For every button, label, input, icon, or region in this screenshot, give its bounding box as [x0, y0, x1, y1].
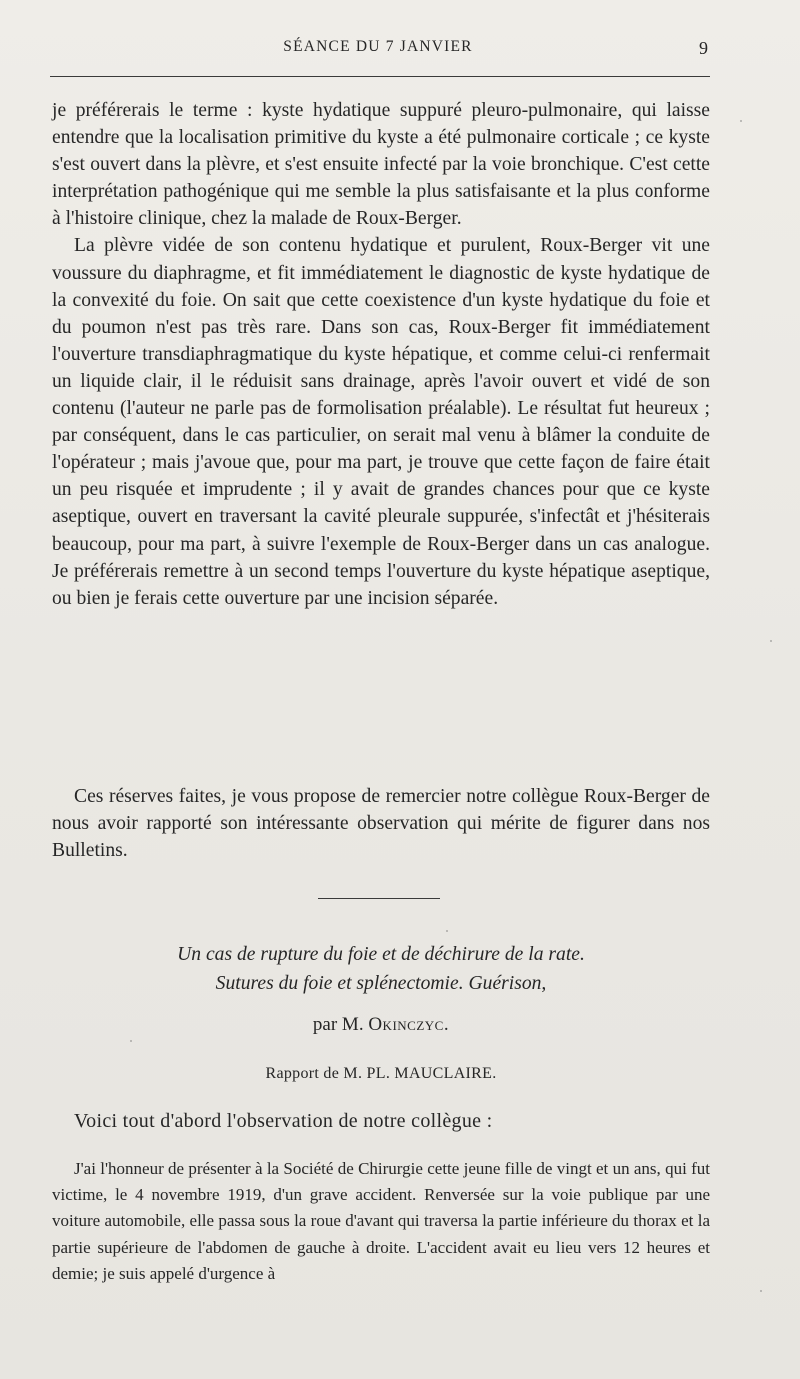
header-rule: [50, 76, 710, 77]
article-author: [52, 1014, 710, 1036]
article-title-line: Sutures du foie et splénectomie. Guérison,: [215, 973, 547, 994]
article-title-line: Un cas de rupture du foie et de déchirure de la rate.: [177, 944, 585, 965]
paragraph: La plèvre vidée de son contenu hydatique et purulent, Roux-Berger vit une voussure du diaphragme, et fit immédiatement le diagnostic de kyste hydatique de la convexité du foie. On sait que cette coexistence d'un kyste hydatique du foie et du poumon n'est pas très rare. Dans son cas, Roux-Berger fit immédiatement l'ouverture transdiaphragmatique du kyste hépatique, et comme celui-ci renfermait un liquide clair, il le réduisit sans drainage, après l'avoir ouvert et vidé de son contenu (l'auteur ne parle pas de formolisation préalable). Le résultat fut heureux ; par conséquent, dans le cas particulier, on serait mal venu à blâmer la conduite de l'opérateur ; mais j'avoue que, pour ma part, je trouve que cette façon de faire était un peu risquée et imprudente ; il y avait de grandes chances pour que ce kyste aseptique, ouvert en traversant la cavité pleurale suppurée, s'infectât et j'hésiterais beaucoup, pour ma part, à suivre l'exemple de Roux-Berger dans un cas analogue. Je préférerais remettre à un second temps l'ouverture du kyste hépatique aseptique, ou bien je ferais cette ouverture par une incision séparée.: [52, 235, 710, 609]
paper-speck: [770, 640, 772, 642]
paragraph: Ces réserves faites, je vous propose de remercier notre collègue Roux-Berger de nous avoir rapporté son intéressante observation qui mérite de figurer dans nos Bulletins.: [52, 786, 710, 862]
article-title: [52, 940, 710, 998]
paper-speck: [446, 930, 448, 932]
running-head: [48, 38, 708, 64]
author-name: Okinczyc.: [368, 1014, 450, 1035]
page-number: 9: [699, 38, 708, 58]
paper-speck: [130, 1040, 132, 1042]
paper-speck: [760, 1290, 762, 1292]
paper-speck: [740, 120, 742, 122]
paragraph: je préférerais le terme : kyste hydatique suppuré pleuro-pulmonaire, qui laisse entendre que la localisation primitive du kyste a été pulmonaire corticale ; ce kyste s'est ouvert dans la plèvre, et s'est ensuite infecté par la voie bronchique. C'est cette interprétation pathogénique qui me semble la plus satisfaisante et la plus conforme à l'histoire clinique, chez la malade de Roux-Berger.: [52, 100, 710, 230]
author-prefix: par M.: [312, 1014, 364, 1035]
observation-intro: Voici tout d'abord l'observation de notre collègue :: [74, 1110, 493, 1132]
conclusion-block: [52, 783, 710, 864]
observation-text-block: [52, 1156, 710, 1287]
paragraph: J'ai l'honneur de présenter à la Société de Chirurgie cette jeune fille de vingt et un ans, qui fut victime, le 4 novembre 1919, d'un grave accident. Renversée sur la voie publique par une voiture automobile, elle passa sous la roue d'avant qui traversa la partie inférieure du thorax et la partie supérieure de l'abdomen de gauche à droite. L'accident avait eu lieu vers 12 heures et demie; je suis appelé d'urgence à: [52, 1159, 710, 1283]
report-line: Rapport de M. PL. MAUCLAIRE.: [265, 1065, 497, 1082]
body-text-block: [52, 97, 710, 612]
section-divider: [318, 898, 440, 899]
running-title: SÉANCE DU 7 JANVIER: [283, 38, 473, 55]
